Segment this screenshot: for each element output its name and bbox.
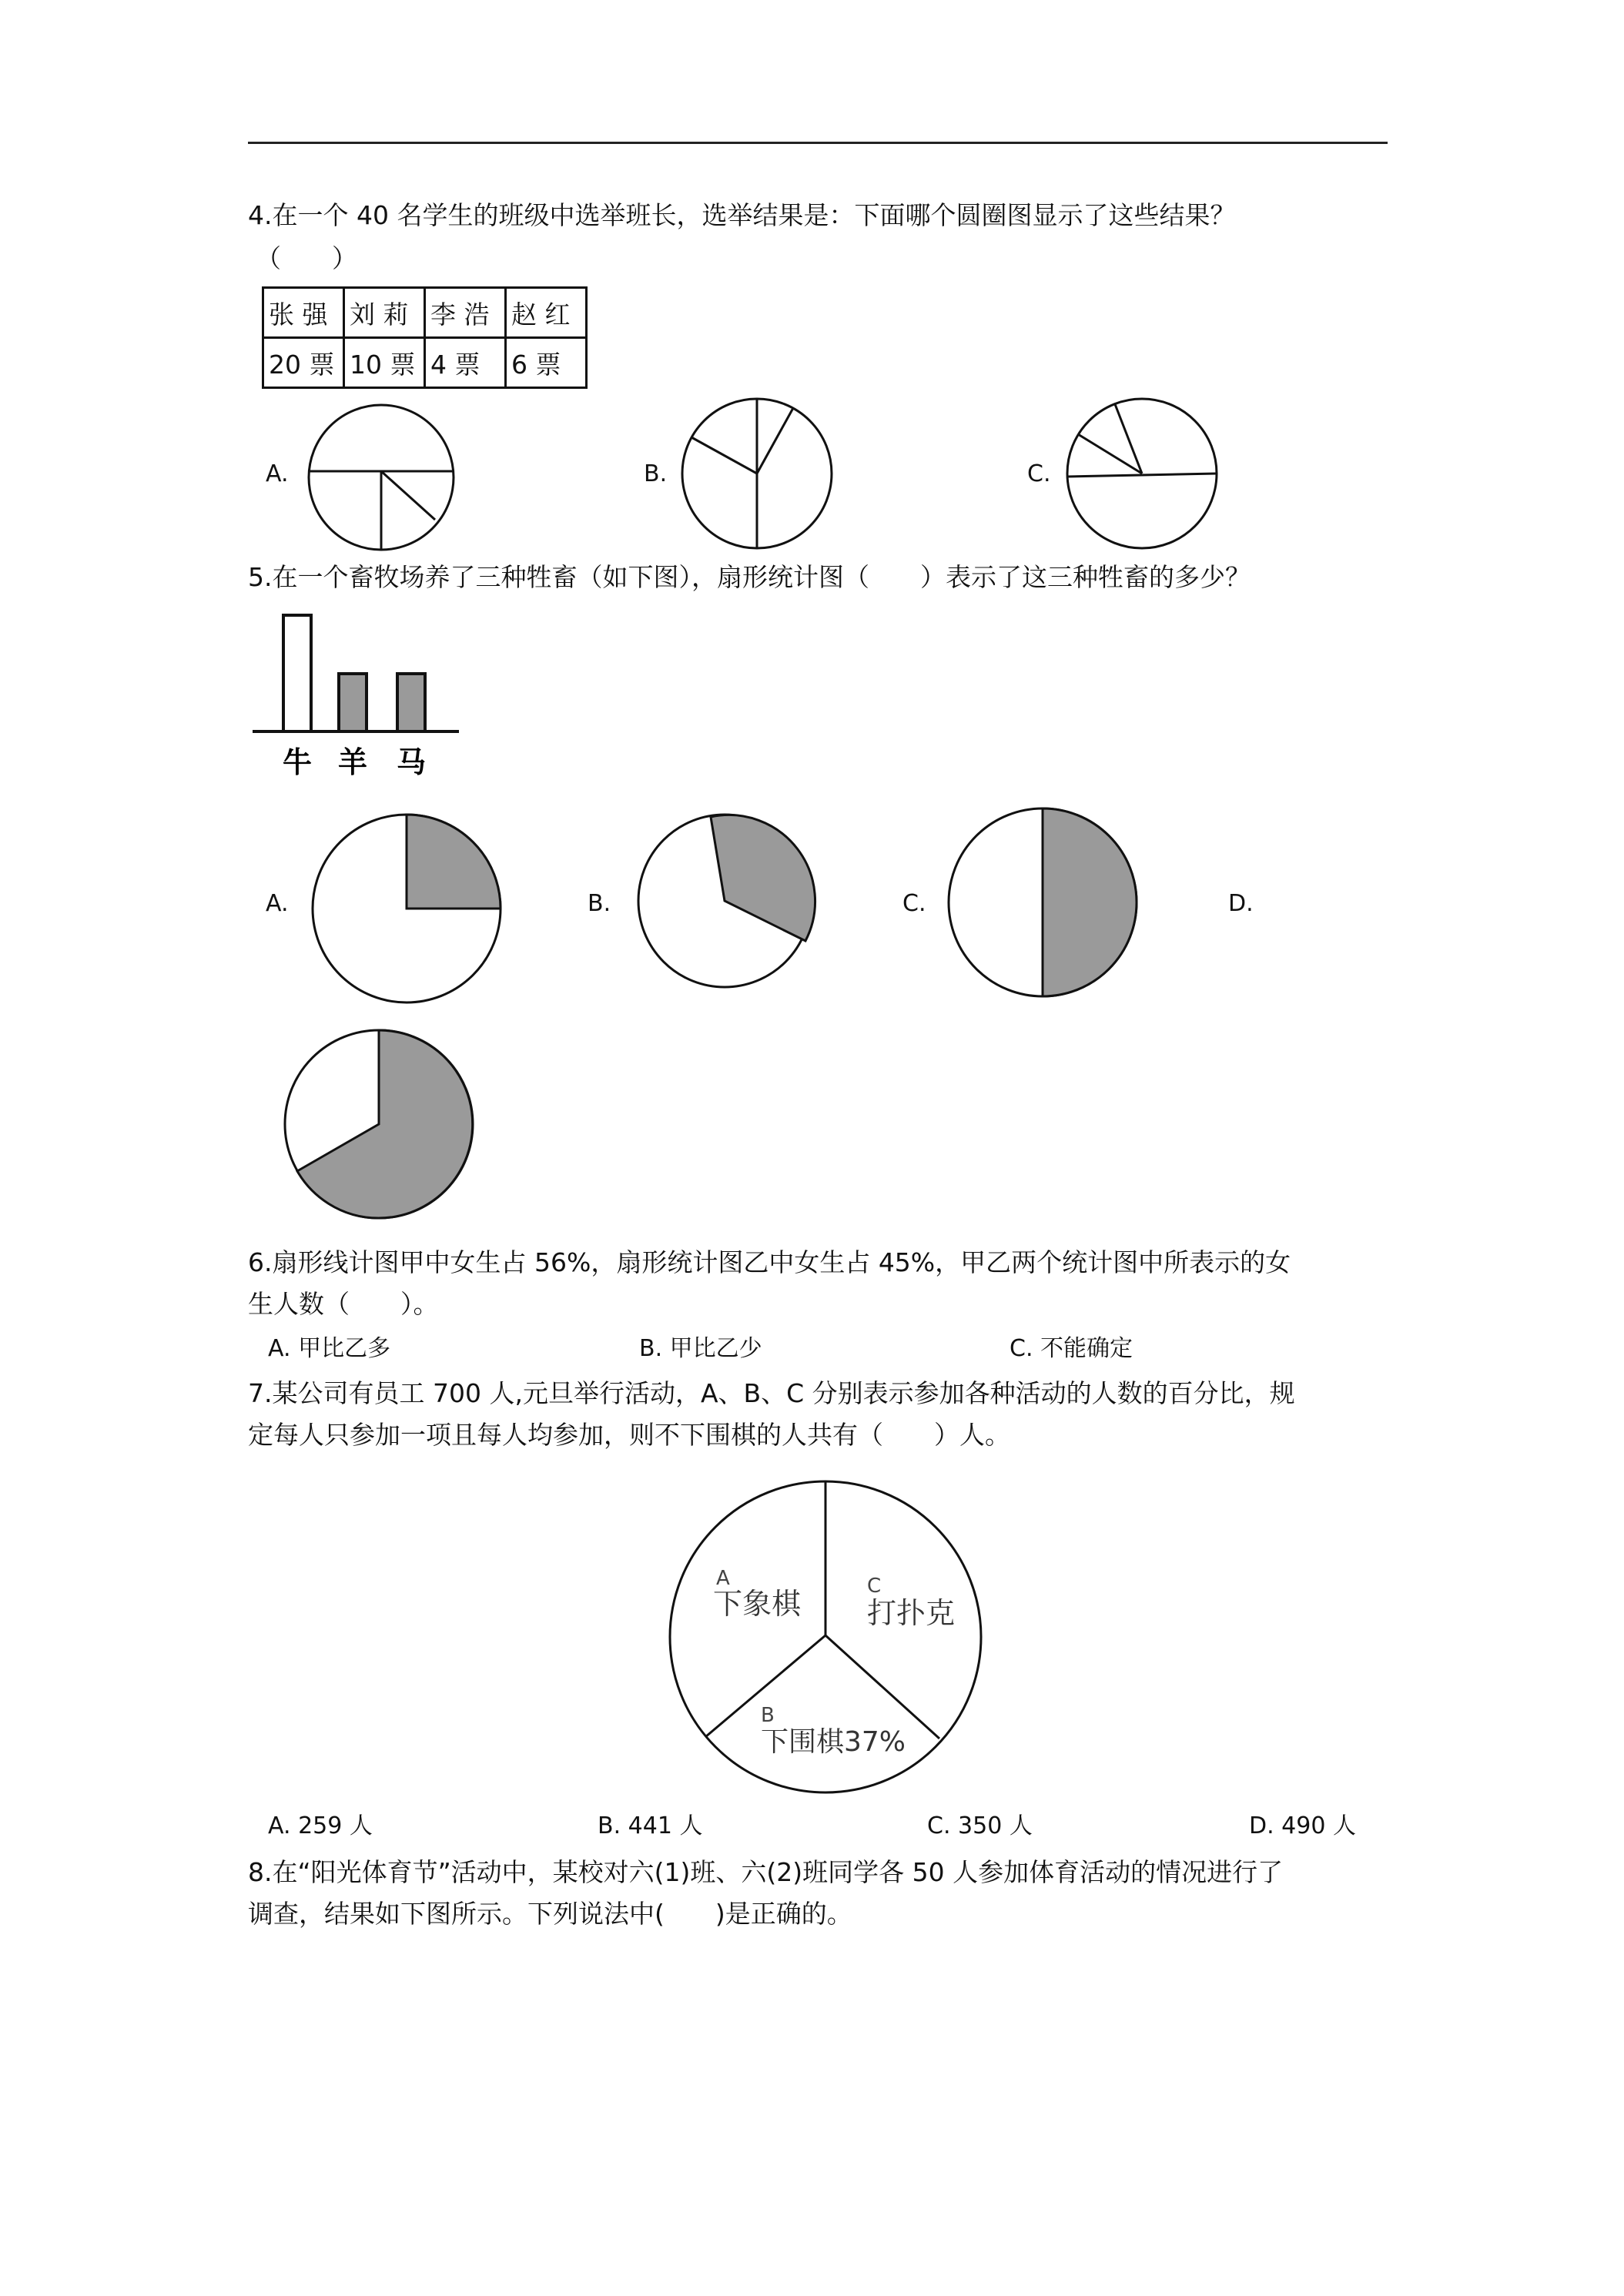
- q7-text-line2: 定每人只参加一项且每人均参加，则不下围棋的人共有（ ）人。: [248, 1420, 1010, 1450]
- q5-option-c-label: C.: [902, 890, 926, 917]
- q7-option-a: A. 259 人: [268, 1812, 373, 1839]
- q4-blank: （ ）: [256, 243, 357, 273]
- q7-option-c: C. 350 人: [927, 1812, 1033, 1839]
- q7-option-d: D. 490 人: [1249, 1812, 1356, 1839]
- q5-text: 5.在一个畜牧场养了三种牲畜（如下图），扇形统计图（ ）表示了这三种牲畜的多少？: [248, 562, 1251, 592]
- sector-a-label: 下象棋: [713, 1587, 802, 1621]
- table-cell: 4 票: [425, 338, 506, 388]
- sector-c-letter: C: [867, 1575, 882, 1598]
- sector-b-letter: B: [761, 1704, 775, 1727]
- q4-circle-a: [304, 400, 458, 554]
- bar-label-horse: 马: [396, 745, 427, 779]
- sector-c-label: 打扑克: [867, 1596, 956, 1630]
- bar-label-sheep: 羊: [337, 745, 368, 779]
- bar-label-cow: 牛: [282, 745, 313, 779]
- q5-bar-chart: [246, 608, 470, 785]
- table-row: [263, 288, 587, 338]
- q6-option-a: A. 甲比乙多: [268, 1335, 391, 1362]
- q7-option-b: B. 441 人: [598, 1812, 703, 1839]
- q5-pie-b: [634, 810, 815, 992]
- table-cell: 李 浩: [425, 288, 506, 338]
- table-cell: 6 票: [506, 338, 587, 388]
- q5-option-b-label: B.: [588, 890, 611, 917]
- q6-text-line2: 生人数（ ）。: [248, 1289, 439, 1319]
- q4-circle-c: [1063, 394, 1221, 553]
- q4-vote-table: [262, 286, 588, 389]
- q6-text-line1: 6.扇形线计图甲中女生占 56%，扇形统计图乙中女生占 45%，甲乙两个统计图中所表示的女: [248, 1247, 1291, 1277]
- bar-cow: [283, 615, 311, 731]
- q7-pie-chart: [665, 1477, 986, 1797]
- q6-option-c: C. 不能确定: [1010, 1335, 1133, 1362]
- table-cell: 张 强: [263, 288, 344, 338]
- table-row: [263, 338, 587, 388]
- q6-option-b: B. 甲比乙少: [639, 1335, 762, 1362]
- table-cell: 20 票: [263, 338, 344, 388]
- sector-b-label: 下围棋37%: [761, 1726, 906, 1758]
- table-cell: 刘 莉: [344, 288, 425, 338]
- q8-text-line2: 调查，结果如下图所示。下列说法中( )是正确的。: [248, 1899, 852, 1929]
- q4-option-a-label: A.: [266, 460, 289, 487]
- q8-text-line1: 8.在“阳光体育节”活动中，某校对六(1)班、六(2)班同学各 50 人参加体育活动的情况进行了: [248, 1857, 1284, 1887]
- table-cell: 赵 红: [506, 288, 587, 338]
- top-rule: [248, 142, 1388, 144]
- q4-text: 4.在一个 40 名学生的班级中选举班长，选举结果是：下面哪个圆圈图显示了这些结果？: [248, 200, 1236, 230]
- q5-pie-c: [944, 804, 1141, 1001]
- q4-option-b-label: B.: [644, 460, 668, 487]
- q7-text-line1: 7.某公司有员工 700 人,元旦举行活动，A、B、C 分别表示参加各种活动的人数的百分比，规: [248, 1378, 1295, 1408]
- q4-circle-b: [678, 394, 836, 553]
- q5-option-d-label: D.: [1228, 890, 1254, 917]
- q5-pie-d: [280, 1026, 477, 1223]
- bar-sheep: [339, 674, 367, 731]
- table-cell: 10 票: [344, 338, 425, 388]
- bar-horse: [397, 674, 425, 731]
- q4-option-c-label: C.: [1027, 460, 1051, 487]
- q5-option-a-label: A.: [266, 890, 289, 917]
- sector-a-letter: A: [716, 1567, 730, 1590]
- q5-pie-a: [308, 810, 505, 1007]
